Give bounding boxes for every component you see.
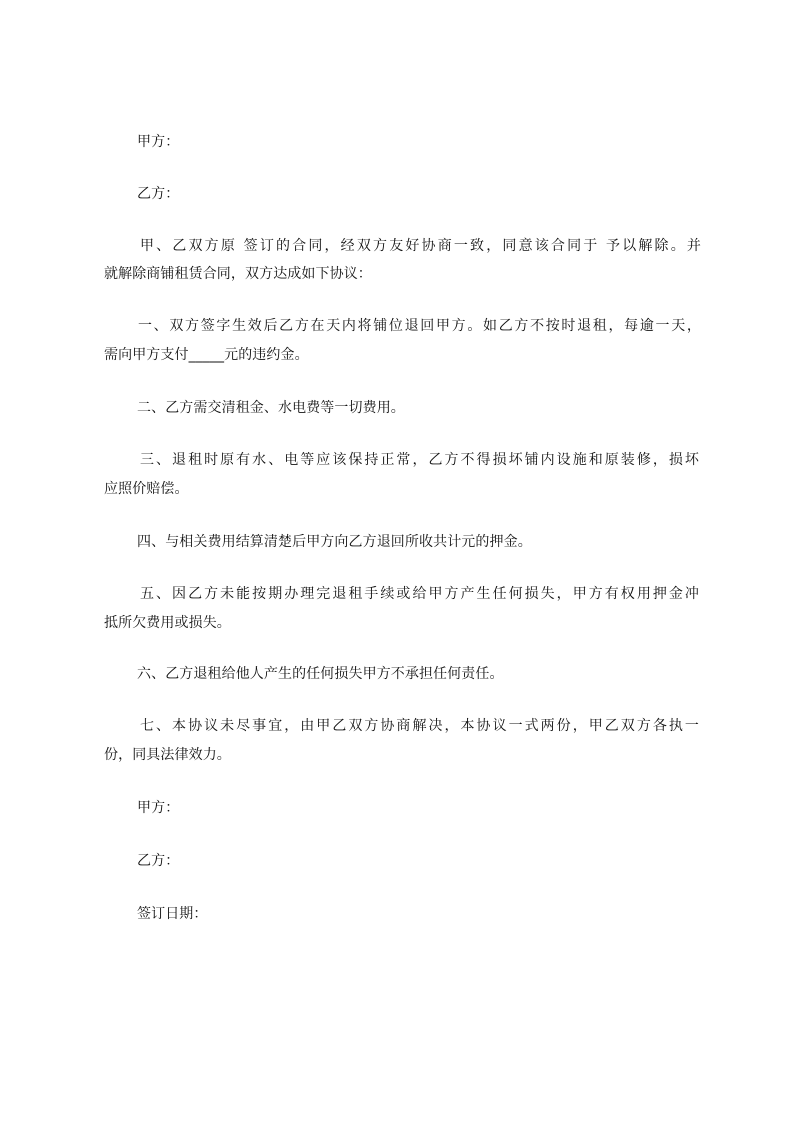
intro-line-2: 就解除商铺租赁合同，双方达成如下协议： [104, 266, 372, 282]
header-party-a: 甲方： [137, 134, 180, 150]
intro-line-1: 甲、乙双方原 签订的合同，经双方友好协商一致，同意该合同于 予以解除。并 [140, 238, 701, 254]
clause-1-line-2: 需向甲方支付_____元的违约金。 [104, 347, 309, 363]
header-party-b: 乙方： [137, 186, 180, 202]
clause-7-line-2: 份，同具法律效力。 [104, 747, 231, 763]
clause-5-line-1: 五、因乙方未能按期办理完退租手续或给甲方产生任何损失，甲方有权用押金冲 [140, 586, 699, 602]
clause-7-line-1: 七、本协议未尽事宜，由甲乙双方协商解决，本协议一式两份，甲乙双方各执一 [140, 718, 699, 734]
clause-5-line-2: 抵所欠费用或损失。 [104, 615, 231, 631]
clause-3-line-1: 三、退租时原有水、电等应该保持正常，乙方不得损坏铺内设施和原装修，损坏 [140, 452, 699, 468]
clause-6-line-1: 六、乙方退租给他人产生的任何损失甲方不承担任何责任。 [137, 666, 504, 682]
clause-4-line-1: 四、与相关费用结算清楚后甲方向乙方退回所收共计元的押金。 [137, 534, 532, 550]
clause-3-line-2: 应照价赔偿。 [104, 481, 189, 497]
signature-date: 签订日期： [137, 906, 208, 922]
signature-party-b: 乙方： [137, 853, 180, 869]
clause-2-line-1: 二、乙方需交清租金、水电费等一切费用。 [137, 400, 405, 416]
clause-1-line-1: 一、双方签字生效后乙方在天内将铺位退回甲方。如乙方不按时退租，每逾一天， [138, 318, 701, 334]
signature-party-a: 甲方： [137, 800, 180, 816]
